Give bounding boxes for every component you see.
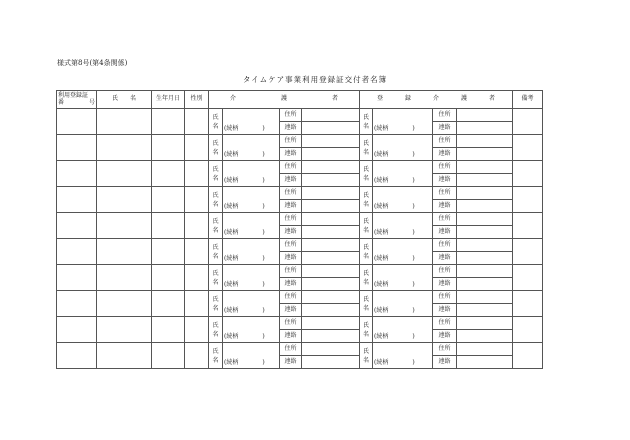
registered-caregiver-address-field[interactable]	[457, 317, 513, 330]
relation-label: (続柄 )	[374, 255, 415, 263]
caregiver-name-relation-cell[interactable]	[223, 135, 280, 161]
remarks-cell[interactable]	[513, 161, 543, 187]
birthdate-cell[interactable]	[152, 317, 185, 343]
registered-caregiver-address-label: 住所	[433, 317, 457, 330]
registered-caregiver-contact-label: 連絡	[433, 148, 457, 161]
sex-cell[interactable]	[185, 109, 209, 135]
caregiver-contact-label: 連絡	[280, 330, 302, 343]
registered-caregiver-name-relation-cell[interactable]	[373, 187, 433, 213]
registered-caregiver-address-label: 住所	[433, 291, 457, 304]
header-registration-number: 利用登録証 番 号	[57, 91, 97, 109]
caregiver-address-field[interactable]	[302, 213, 360, 226]
caregiver-address-field[interactable]	[302, 239, 360, 252]
name-cell[interactable]	[97, 291, 152, 317]
caregiver-address-field[interactable]	[302, 265, 360, 278]
caregiver-contact-field[interactable]	[302, 278, 360, 291]
caregiver-contact-label: 連絡	[280, 148, 302, 161]
relation-label: (続柄 )	[224, 229, 265, 237]
caregiver-address-label: 住所	[280, 291, 302, 304]
name-cell[interactable]	[97, 187, 152, 213]
birthdate-cell[interactable]	[152, 239, 185, 265]
relation-label: (続柄 )	[374, 281, 415, 289]
registered-caregiver-contact-field[interactable]	[457, 200, 513, 213]
caregiver-name-relation-cell[interactable]	[223, 161, 280, 187]
table-row	[57, 239, 543, 252]
sex-cell[interactable]	[185, 239, 209, 265]
caregiver-name-label: 氏 名	[209, 343, 223, 369]
relation-label: (続柄 )	[224, 255, 265, 263]
caregiver-name-relation-cell[interactable]	[223, 343, 280, 369]
registered-caregiver-name-label: 氏 名	[360, 265, 373, 291]
caregiver-contact-label: 連絡	[280, 278, 302, 291]
caregiver-address-label: 住所	[280, 343, 302, 356]
caregiver-contact-field[interactable]	[302, 174, 360, 187]
caregiver-contact-label: 連絡	[280, 252, 302, 265]
registered-caregiver-contact-field[interactable]	[457, 174, 513, 187]
registered-caregiver-name-label: 氏 名	[360, 317, 373, 343]
registered-caregiver-address-field[interactable]	[457, 161, 513, 174]
registered-caregiver-address-label: 住所	[433, 343, 457, 356]
caregiver-address-label: 住所	[280, 317, 302, 330]
table-row	[57, 135, 543, 148]
birthdate-cell[interactable]	[152, 265, 185, 291]
caregiver-contact-label: 連絡	[280, 304, 302, 317]
registered-caregiver-name-relation-cell[interactable]	[373, 343, 433, 369]
header-name: 氏 名	[97, 91, 152, 109]
registered-caregiver-name-label: 氏 名	[360, 239, 373, 265]
caregiver-name-label: 氏 名	[209, 317, 223, 343]
registered-caregiver-name-relation-cell[interactable]	[373, 317, 433, 343]
caregiver-contact-field[interactable]	[302, 330, 360, 343]
registered-caregiver-name-label: 氏 名	[360, 161, 373, 187]
caregiver-name-label: 氏 名	[209, 161, 223, 187]
birthdate-cell[interactable]	[152, 135, 185, 161]
caregiver-address-label: 住所	[280, 265, 302, 278]
relation-label: (続柄 )	[374, 177, 415, 185]
registered-caregiver-contact-label: 連絡	[433, 356, 457, 369]
registered-caregiver-contact-label: 連絡	[433, 122, 457, 135]
sex-cell[interactable]	[185, 291, 209, 317]
remarks-cell[interactable]	[513, 187, 543, 213]
registration-number-cell[interactable]	[57, 265, 97, 291]
registered-caregiver-name-label: 氏 名	[360, 343, 373, 369]
registered-caregiver-address-field[interactable]	[457, 239, 513, 252]
caregiver-address-field[interactable]	[302, 161, 360, 174]
registered-caregiver-address-field[interactable]	[457, 213, 513, 226]
registered-caregiver-name-relation-cell[interactable]	[373, 239, 433, 265]
header-row	[57, 91, 543, 109]
relation-label: (続柄 )	[224, 125, 265, 133]
caregiver-contact-field[interactable]	[302, 122, 360, 135]
remarks-cell[interactable]	[513, 343, 543, 369]
relation-label: (続柄 )	[224, 333, 265, 341]
table-row	[57, 213, 543, 226]
registered-caregiver-address-field[interactable]	[457, 343, 513, 356]
remarks-cell[interactable]	[513, 135, 543, 161]
registered-caregiver-name-label: 氏 名	[360, 109, 373, 135]
relation-label: (続柄 )	[374, 203, 415, 211]
remarks-cell[interactable]	[513, 291, 543, 317]
caregiver-address-label: 住所	[280, 135, 302, 148]
sex-cell[interactable]	[185, 343, 209, 369]
header-sex: 性別	[185, 91, 209, 109]
caregiver-contact-label: 連絡	[280, 226, 302, 239]
caregiver-name-label: 氏 名	[209, 291, 223, 317]
caregiver-address-field[interactable]	[302, 135, 360, 148]
table-row	[57, 161, 543, 174]
registered-caregiver-name-relation-cell[interactable]	[373, 213, 433, 239]
birthdate-cell[interactable]	[152, 213, 185, 239]
table-row	[57, 343, 543, 356]
table-row	[57, 109, 543, 122]
registered-caregiver-address-label: 住所	[433, 109, 457, 122]
registered-caregiver-contact-field[interactable]	[457, 252, 513, 265]
relation-label: (続柄 )	[224, 177, 265, 185]
caregiver-address-field[interactable]	[302, 343, 360, 356]
caregiver-address-field[interactable]	[302, 109, 360, 122]
register-table	[56, 90, 543, 369]
caregiver-contact-field[interactable]	[302, 200, 360, 213]
caregiver-name-label: 氏 名	[209, 265, 223, 291]
relation-label: (続柄 )	[374, 151, 415, 159]
registered-caregiver-address-label: 住所	[433, 135, 457, 148]
birthdate-cell[interactable]	[152, 343, 185, 369]
registered-caregiver-name-label: 氏 名	[360, 187, 373, 213]
table-row	[57, 187, 543, 200]
caregiver-contact-field[interactable]	[302, 252, 360, 265]
remarks-cell[interactable]	[513, 265, 543, 291]
remarks-cell[interactable]	[513, 213, 543, 239]
header-caregiver: 介 護 者	[209, 91, 360, 109]
registered-caregiver-contact-field[interactable]	[457, 356, 513, 369]
registered-caregiver-address-field[interactable]	[457, 265, 513, 278]
caregiver-contact-label: 連絡	[280, 356, 302, 369]
birthdate-cell[interactable]	[152, 291, 185, 317]
caregiver-contact-field[interactable]	[302, 356, 360, 369]
sex-cell[interactable]	[185, 161, 209, 187]
caregiver-address-field[interactable]	[302, 317, 360, 330]
remarks-cell[interactable]	[513, 317, 543, 343]
registered-caregiver-name-relation-cell[interactable]	[373, 291, 433, 317]
relation-label: (続柄 )	[374, 125, 415, 133]
relation-label: (続柄 )	[374, 333, 415, 341]
registered-caregiver-contact-label: 連絡	[433, 174, 457, 187]
registration-number-cell[interactable]	[57, 135, 97, 161]
relation-label: (続柄 )	[374, 307, 415, 315]
relation-label: (続柄 )	[374, 229, 415, 237]
caregiver-contact-field[interactable]	[302, 148, 360, 161]
registered-caregiver-address-label: 住所	[433, 213, 457, 226]
caregiver-name-label: 氏 名	[209, 187, 223, 213]
registered-caregiver-address-label: 住所	[433, 187, 457, 200]
sex-cell[interactable]	[185, 265, 209, 291]
registered-caregiver-address-field[interactable]	[457, 187, 513, 200]
name-cell[interactable]	[97, 239, 152, 265]
registered-caregiver-name-relation-cell[interactable]	[373, 109, 433, 135]
caregiver-name-label: 氏 名	[209, 213, 223, 239]
registration-number-cell[interactable]	[57, 291, 97, 317]
caregiver-name-relation-cell[interactable]	[223, 187, 280, 213]
relation-label: (続柄 )	[224, 151, 265, 159]
registration-number-cell[interactable]	[57, 317, 97, 343]
relation-label: (続柄 )	[374, 359, 415, 367]
birthdate-cell[interactable]	[152, 161, 185, 187]
sex-cell[interactable]	[185, 317, 209, 343]
name-cell[interactable]	[97, 265, 152, 291]
relation-label: (続柄 )	[224, 281, 265, 289]
registered-caregiver-address-field[interactable]	[457, 135, 513, 148]
registered-caregiver-address-field[interactable]	[457, 109, 513, 122]
registration-number-cell[interactable]	[57, 213, 97, 239]
table-row	[57, 317, 543, 330]
name-cell[interactable]	[97, 343, 152, 369]
caregiver-name-relation-cell[interactable]	[223, 265, 280, 291]
header-birthdate: 生年月日	[152, 91, 185, 109]
caregiver-name-relation-cell[interactable]	[223, 109, 280, 135]
registration-number-cell[interactable]	[57, 187, 97, 213]
caregiver-address-field[interactable]	[302, 291, 360, 304]
relation-label: (続柄 )	[224, 359, 265, 367]
form-number: 様式第8号(第4条関係)	[57, 59, 128, 67]
caregiver-name-label: 氏 名	[209, 109, 223, 135]
caregiver-address-label: 住所	[280, 187, 302, 200]
registered-caregiver-address-field[interactable]	[457, 291, 513, 304]
registered-caregiver-name-label: 氏 名	[360, 291, 373, 317]
name-cell[interactable]	[97, 161, 152, 187]
caregiver-address-field[interactable]	[302, 187, 360, 200]
caregiver-name-relation-cell[interactable]	[223, 291, 280, 317]
registered-caregiver-name-label: 氏 名	[360, 213, 373, 239]
name-cell[interactable]	[97, 135, 152, 161]
registered-caregiver-address-label: 住所	[433, 239, 457, 252]
registered-caregiver-contact-field[interactable]	[457, 304, 513, 317]
caregiver-name-relation-cell[interactable]	[223, 213, 280, 239]
birthdate-cell[interactable]	[152, 187, 185, 213]
registration-number-cell[interactable]	[57, 109, 97, 135]
registered-caregiver-contact-label: 連絡	[433, 278, 457, 291]
name-cell[interactable]	[97, 213, 152, 239]
registered-caregiver-contact-label: 連絡	[433, 304, 457, 317]
registered-caregiver-contact-label: 連絡	[433, 252, 457, 265]
document-title: タイムケア事業利用登録証交付者名簿	[242, 75, 388, 84]
caregiver-name-label: 氏 名	[209, 239, 223, 265]
caregiver-contact-field[interactable]	[302, 226, 360, 239]
caregiver-address-label: 住所	[280, 213, 302, 226]
birthdate-cell[interactable]	[152, 109, 185, 135]
registration-number-cell[interactable]	[57, 239, 97, 265]
sex-cell[interactable]	[185, 187, 209, 213]
registered-caregiver-contact-label: 連絡	[433, 200, 457, 213]
caregiver-contact-label: 連絡	[280, 122, 302, 135]
registered-caregiver-name-relation-cell[interactable]	[373, 265, 433, 291]
registered-caregiver-address-label: 住所	[433, 265, 457, 278]
caregiver-name-relation-cell[interactable]	[223, 317, 280, 343]
remarks-cell[interactable]	[513, 109, 543, 135]
registered-caregiver-contact-label: 連絡	[433, 226, 457, 239]
registered-caregiver-contact-field[interactable]	[457, 330, 513, 343]
sex-cell[interactable]	[185, 213, 209, 239]
caregiver-contact-label: 連絡	[280, 174, 302, 187]
sex-cell[interactable]	[185, 135, 209, 161]
registration-number-cell[interactable]	[57, 343, 97, 369]
name-cell[interactable]	[97, 317, 152, 343]
registration-number-cell[interactable]	[57, 161, 97, 187]
registered-caregiver-contact-field[interactable]	[457, 226, 513, 239]
name-cell[interactable]	[97, 109, 152, 135]
registered-caregiver-name-label: 氏 名	[360, 135, 373, 161]
caregiver-address-label: 住所	[280, 109, 302, 122]
caregiver-contact-label: 連絡	[280, 200, 302, 213]
header-registered-caregiver: 登 録 介 護 者	[360, 91, 513, 109]
caregiver-address-label: 住所	[280, 239, 302, 252]
table-row	[57, 265, 543, 278]
header-remarks: 備考	[513, 91, 543, 109]
registered-caregiver-address-label: 住所	[433, 161, 457, 174]
registered-caregiver-name-relation-cell[interactable]	[373, 161, 433, 187]
table-row	[57, 291, 543, 304]
relation-label: (続柄 )	[224, 307, 265, 315]
caregiver-name-label: 氏 名	[209, 135, 223, 161]
caregiver-address-label: 住所	[280, 161, 302, 174]
caregiver-name-relation-cell[interactable]	[223, 239, 280, 265]
registered-caregiver-contact-label: 連絡	[433, 330, 457, 343]
relation-label: (続柄 )	[224, 203, 265, 211]
registered-caregiver-contact-field[interactable]	[457, 278, 513, 291]
registered-caregiver-name-relation-cell[interactable]	[373, 135, 433, 161]
remarks-cell[interactable]	[513, 239, 543, 265]
registered-caregiver-contact-field[interactable]	[457, 148, 513, 161]
caregiver-contact-field[interactable]	[302, 304, 360, 317]
registered-caregiver-contact-field[interactable]	[457, 122, 513, 135]
